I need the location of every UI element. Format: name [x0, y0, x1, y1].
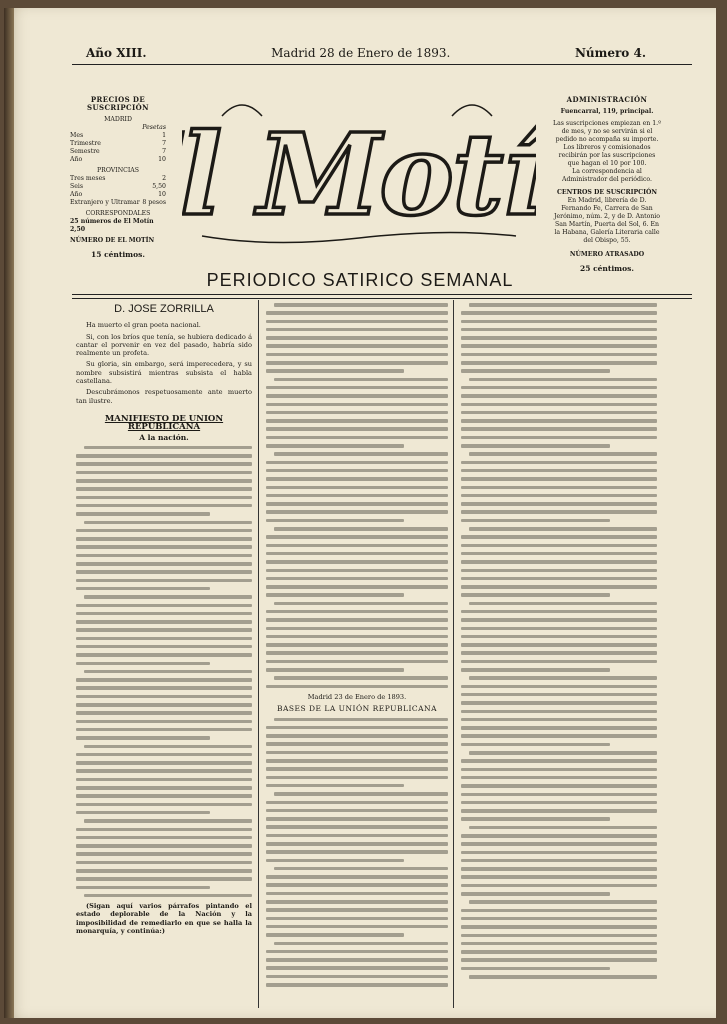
text-line — [266, 917, 448, 921]
text-line — [266, 801, 448, 805]
illegible-body-text — [266, 303, 448, 688]
text-line — [76, 869, 252, 873]
text-line — [84, 819, 252, 823]
text-line — [274, 303, 448, 307]
text-line — [461, 817, 610, 821]
price-row: Semestre 7 — [70, 148, 166, 155]
text-line — [76, 877, 252, 881]
text-line — [266, 975, 448, 979]
text-line — [76, 529, 252, 533]
text-line — [266, 784, 404, 788]
text-line — [266, 734, 448, 738]
text-line — [461, 444, 610, 448]
text-line — [461, 593, 610, 597]
text-line — [76, 778, 252, 782]
text-line — [461, 809, 657, 813]
text-line — [266, 519, 404, 523]
text-line — [461, 701, 657, 705]
text-line — [461, 734, 657, 738]
text-line — [266, 361, 448, 365]
text-line — [266, 427, 448, 431]
text-line — [274, 792, 448, 796]
text-line — [461, 502, 657, 506]
manifesto-title: MANIFIESTO DE UNION REPUBLICANA — [104, 413, 224, 433]
text-line — [461, 884, 657, 888]
text-line — [274, 452, 448, 456]
provincias-label: PROVINCIAS — [97, 167, 139, 174]
text-line — [461, 461, 657, 465]
masthead-rule-thin — [72, 298, 692, 299]
text-line — [76, 487, 252, 491]
text-line — [469, 975, 657, 979]
text-line — [266, 859, 404, 863]
text-line — [266, 593, 404, 597]
text-line — [266, 336, 448, 340]
text-line — [461, 718, 657, 722]
masthead-svg — [182, 86, 536, 256]
text-line — [461, 311, 657, 315]
text-line — [461, 627, 657, 631]
masthead-rule — [72, 294, 692, 295]
text-line — [461, 544, 657, 548]
text-line — [266, 883, 448, 887]
text-line — [266, 635, 448, 639]
text-line — [76, 479, 252, 483]
text-line — [266, 544, 448, 548]
column-separator — [453, 300, 454, 1008]
text-line — [76, 786, 252, 790]
text-line — [461, 892, 610, 896]
masthead-title: l Mot — [182, 110, 502, 241]
text-line — [461, 651, 657, 655]
text-line — [461, 361, 657, 365]
text-line — [266, 369, 404, 373]
masthead-logo — [182, 86, 536, 256]
numero-price: 15 céntimos. — [91, 250, 145, 259]
text-line — [76, 703, 252, 707]
text-line — [274, 378, 448, 382]
text-line — [461, 344, 657, 348]
text-line — [461, 411, 657, 415]
text-line — [84, 595, 252, 599]
admin-note: Las suscripciones empiezan en 1.º de mes, y no se servirán si el pedido no acompaña su importe. — [552, 120, 662, 143]
text-line — [266, 726, 448, 730]
text-line — [266, 311, 448, 315]
text-line — [76, 728, 252, 732]
text-line — [461, 859, 657, 863]
text-line — [76, 570, 252, 574]
text-line — [266, 560, 448, 564]
text-line — [469, 452, 657, 456]
text-line — [266, 386, 448, 390]
text-line — [266, 353, 448, 357]
text-line — [461, 643, 657, 647]
text-line — [76, 545, 252, 549]
illegible-body-text — [266, 718, 448, 987]
text-line — [461, 958, 657, 962]
text-line — [266, 328, 448, 332]
bases-title: BASES DE LA UNIÓN REPUBLICANA — [276, 704, 438, 714]
text-line — [274, 527, 448, 531]
text-line — [266, 834, 448, 838]
price-row: Trimestre 7 — [70, 140, 166, 147]
subscription-box — [70, 96, 166, 259]
text-line — [461, 369, 610, 373]
atrasado-price: 25 céntimos. — [580, 264, 634, 273]
text-line — [461, 834, 657, 838]
text-line — [84, 670, 252, 674]
text-line — [266, 825, 448, 829]
text-line — [461, 685, 657, 689]
text-line — [461, 519, 610, 523]
text-line — [266, 933, 404, 937]
header-line — [86, 46, 646, 66]
text-line — [266, 660, 448, 664]
text-line — [76, 686, 252, 690]
text-line — [76, 836, 252, 840]
correspondales-line: 25 números de El Motín 2,50 — [70, 218, 154, 233]
text-line — [76, 653, 252, 657]
text-line — [266, 776, 448, 780]
text-line — [266, 627, 448, 631]
obituary-paragraph: Su gloria, sin embargo, será imperecedera, y su nombre subsistirá mientras subsista el habla castellana. — [76, 360, 252, 386]
text-line — [461, 925, 657, 929]
text-line — [76, 628, 252, 632]
manifesto-interlude: (Sigan aquí varios párrafos pintando el estado deplorable de la Nación y la imposibilidad de remediarlo en que se halla la monarquía, y continúa:) — [76, 902, 252, 936]
text-line — [266, 320, 448, 324]
centros-heading: CENTROS DE SUSCRIPCIÓN — [556, 189, 658, 196]
text-line — [76, 504, 252, 508]
text-line — [84, 521, 252, 525]
text-line — [76, 496, 252, 500]
text-line — [266, 585, 448, 589]
subscription-heading: PRECIOS DE SUSCRIPCIÓN — [87, 95, 149, 112]
text-line — [84, 894, 252, 898]
text-line — [461, 618, 657, 622]
text-line — [469, 303, 657, 307]
text-line — [469, 751, 657, 755]
text-line — [76, 587, 210, 591]
text-line — [266, 958, 448, 962]
text-line — [266, 809, 448, 813]
text-line — [266, 494, 448, 498]
binding-edge — [4, 8, 14, 1018]
text-line — [461, 875, 657, 879]
text-line — [274, 942, 448, 946]
text-line — [266, 892, 448, 896]
text-line — [76, 645, 252, 649]
text-line — [76, 861, 252, 865]
text-line — [76, 537, 252, 541]
text-line — [461, 934, 657, 938]
year-label: Año XIII. — [86, 46, 147, 60]
text-line — [266, 461, 448, 465]
administration-box — [552, 96, 662, 273]
illegible-body-text — [461, 303, 657, 979]
text-line — [76, 803, 252, 807]
text-line — [76, 637, 252, 641]
text-line — [266, 411, 448, 415]
column-separator — [258, 300, 259, 1008]
text-line — [461, 668, 610, 672]
text-line — [76, 811, 210, 815]
text-line — [461, 494, 657, 498]
text-line — [266, 419, 448, 423]
text-line — [461, 403, 657, 407]
text-line — [461, 950, 657, 954]
text-line — [266, 344, 448, 348]
numero-label: NÚMERO DE EL MOTÍN — [70, 237, 155, 244]
text-line — [461, 585, 657, 589]
text-line — [76, 462, 252, 466]
text-line — [266, 577, 448, 581]
column-1 — [76, 303, 252, 938]
text-line — [76, 711, 252, 715]
text-line — [461, 386, 657, 390]
text-line — [461, 867, 657, 871]
text-line — [469, 900, 657, 904]
text-line — [76, 794, 252, 798]
text-line — [461, 469, 657, 473]
text-line — [266, 751, 448, 755]
madrid-label: MADRID — [104, 116, 132, 123]
text-line — [76, 612, 252, 616]
price-row: Año 10 — [70, 156, 166, 163]
text-line — [266, 908, 448, 912]
text-line — [266, 535, 448, 539]
text-line — [76, 454, 252, 458]
text-line — [266, 817, 448, 821]
text-line — [461, 552, 657, 556]
text-line — [76, 736, 210, 740]
obituary-paragraph: Descubrámonos respetuosamente ante muerto tan ilustre. — [76, 388, 252, 405]
text-line — [469, 378, 657, 382]
text-line — [461, 394, 657, 398]
text-line — [274, 867, 448, 871]
text-line — [274, 602, 448, 606]
text-line — [76, 678, 252, 682]
text-line — [461, 693, 657, 697]
text-line — [461, 353, 657, 357]
text-line — [461, 793, 657, 797]
text-line — [461, 768, 657, 772]
price-row: Seis 5,50 — [70, 183, 166, 190]
text-line — [266, 925, 448, 929]
text-line — [266, 966, 448, 970]
text-line — [461, 842, 657, 846]
text-line — [461, 726, 657, 730]
price-row: Año 10 — [70, 191, 166, 198]
text-line — [461, 610, 657, 614]
text-line — [461, 419, 657, 423]
text-line — [266, 643, 448, 647]
admin-address: Fuencarral, 119, principal. — [560, 108, 654, 115]
text-line — [461, 917, 657, 921]
text-line — [76, 886, 210, 890]
text-line — [76, 769, 252, 773]
text-line — [461, 486, 657, 490]
admin-note: La correspondencia al Administrador del periódico. — [562, 168, 652, 183]
text-line — [266, 618, 448, 622]
text-line — [274, 676, 448, 680]
issue-number: Número 4. — [574, 46, 646, 60]
text-line — [469, 676, 657, 680]
text-line — [461, 942, 657, 946]
column-3 — [461, 303, 657, 983]
text-line — [461, 328, 657, 332]
obituary-paragraph: Si, con los bríos que tenía, se hubiera dedicado á cantar el porvenir en vez del pasado, habría sido realmente un profeta. — [76, 332, 252, 358]
text-line — [266, 569, 448, 573]
text-line — [76, 604, 252, 608]
obituary-title: D. JOSE ZORRILLA — [114, 303, 214, 315]
text-line — [266, 651, 448, 655]
text-line — [461, 320, 657, 324]
text-line — [266, 610, 448, 614]
text-line — [266, 842, 448, 846]
text-line — [76, 844, 252, 848]
text-line — [266, 668, 404, 672]
text-line — [266, 403, 448, 407]
text-line — [461, 635, 657, 639]
price-row: Extranjero y Ultramar 8 pesos — [70, 199, 166, 206]
text-line — [461, 909, 657, 913]
text-line — [266, 950, 448, 954]
newspaper-page — [4, 8, 716, 1018]
price-row: Mes 1 — [70, 132, 166, 139]
text-line — [461, 967, 610, 971]
text-line — [76, 512, 210, 516]
price-row: Tres meses 2 — [70, 175, 166, 182]
text-line — [76, 662, 210, 666]
obituary-paragraph: Ha muerto el gran poeta nacional. — [86, 321, 201, 330]
text-line — [461, 776, 657, 780]
text-line — [469, 527, 657, 531]
text-line — [76, 720, 252, 724]
illegible-body-text — [76, 446, 252, 898]
admin-note: Los libreros y comisionados recibirán por las suscripciones que hagan el 10 por 100. — [558, 144, 656, 167]
text-line — [461, 801, 657, 805]
text-line — [461, 784, 657, 788]
text-line — [76, 562, 252, 566]
text-line — [76, 554, 252, 558]
text-line — [266, 552, 448, 556]
text-line — [461, 535, 657, 539]
text-line — [266, 436, 448, 440]
text-line — [461, 743, 610, 747]
text-line — [461, 569, 657, 573]
text-line — [266, 875, 448, 879]
text-line — [76, 753, 252, 757]
text-line — [461, 660, 657, 664]
text-line — [461, 710, 657, 714]
correspondales-label: CORRESPONDALES — [85, 210, 151, 217]
administration-heading: ADMINISTRACIÓN — [566, 95, 648, 104]
text-line — [84, 745, 252, 749]
text-line — [266, 685, 448, 689]
text-line — [461, 427, 657, 431]
text-line — [76, 852, 252, 856]
text-line — [266, 394, 448, 398]
text-line — [76, 620, 252, 624]
header-rule — [72, 64, 692, 65]
text-line — [461, 577, 657, 581]
text-line — [76, 828, 252, 832]
text-line — [76, 579, 252, 583]
text-line — [266, 469, 448, 473]
text-line — [266, 742, 448, 746]
dateline: Madrid 28 de Enero de 1893. — [271, 46, 451, 60]
text-line — [266, 444, 404, 448]
text-line — [266, 486, 448, 490]
column-2 — [266, 303, 448, 991]
pesetas-label: Pesetas — [142, 124, 166, 131]
manifesto-date: Madrid 23 de Enero de 1893. — [307, 692, 407, 701]
text-line — [266, 502, 448, 506]
text-line — [461, 510, 657, 514]
text-line — [461, 560, 657, 564]
manifesto-subtitle: A la nación. — [139, 432, 189, 442]
text-line — [469, 602, 657, 606]
text-line — [461, 436, 657, 440]
text-line — [274, 718, 448, 722]
text-line — [266, 900, 448, 904]
text-line — [469, 826, 657, 830]
text-line — [266, 850, 448, 854]
text-line — [266, 510, 448, 514]
text-line — [76, 761, 252, 765]
text-line — [266, 767, 448, 771]
text-line — [266, 759, 448, 763]
text-line — [76, 471, 252, 475]
text-line — [76, 695, 252, 699]
atrasado-label: NÚMERO ATRASADO — [569, 251, 645, 258]
centros-text: En Madrid, librería de D. Fernando Fe, Carrera de San Jerónimo, núm. 2, y de D. Antonio San Martín, Puerta del Sol, 6. En la Habana, Galería Literaria calle del Obispo, 55. — [553, 197, 661, 244]
text-line — [266, 983, 448, 987]
text-line — [461, 477, 657, 481]
masthead-subtitle: PERIODICO SATIRICO SEMANAL — [206, 270, 514, 290]
text-line — [266, 477, 448, 481]
text-line — [461, 759, 657, 763]
text-line — [84, 446, 252, 450]
text-line — [461, 851, 657, 855]
text-line — [461, 336, 657, 340]
